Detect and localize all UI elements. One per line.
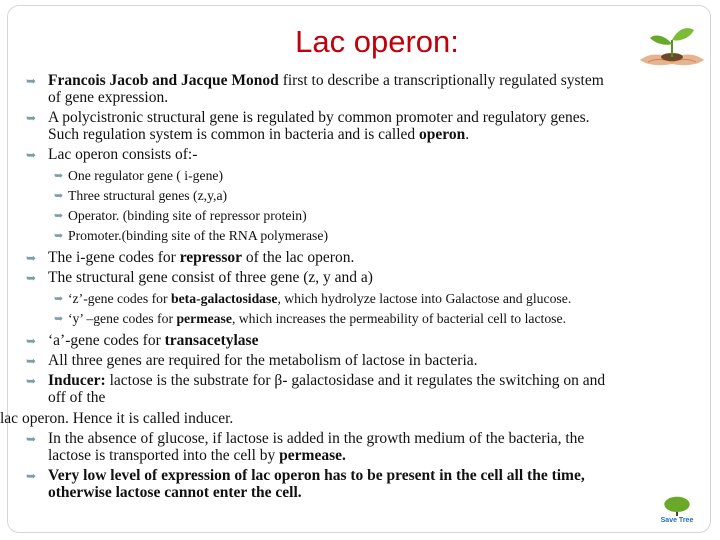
arrow-bullet-icon: ➥: [54, 170, 64, 182]
sub-bullet-y-gene: ➥ ‘y’ –gene codes for permease, which increases the permeability of bacterial cell to lactose.: [22, 309, 700, 329]
bullet-polycistronic: ➥ A polycistronic structural gene is regulated by common promoter and regulatory genes.: [26, 109, 590, 126]
bullet-lac-consists: ➥ Lac operon consists of:-: [26, 146, 198, 163]
sub-bullet-promoter: ➥ Promoter.(binding site of the RNA polymerase): [22, 226, 700, 246]
bullet-polycistronic-cont: Such regulation system is common in bacteria and is called operon.: [48, 126, 470, 143]
arrow-bullet-icon: ➥: [26, 271, 37, 285]
bullet-low-expression: ➥ Very low level of expression of lac operon has to be present in the cell all the time,: [26, 467, 585, 484]
arrow-bullet-icon: ➥: [26, 354, 37, 368]
arrow-bullet-icon: ➥: [54, 313, 64, 325]
arrow-bullet-icon: ➥: [54, 230, 64, 242]
arrow-bullet-icon: ➥: [54, 190, 64, 202]
arrow-bullet-icon: ➥: [26, 469, 37, 483]
arrow-bullet-icon: ➥: [26, 251, 37, 265]
bullet-discovery-cont: of gene expression.: [48, 89, 169, 106]
bullet-low-expression-cont: otherwise lactose cannot enter the cell.: [48, 484, 302, 501]
arrow-bullet-icon: ➥: [54, 210, 64, 222]
bullet-absence-glucose: ➥ In the absence of glucose, if lactose is added in the growth medium of the bacteria, the: [26, 430, 585, 447]
bullet-inducer-cont: off of the: [48, 389, 106, 406]
arrow-bullet-icon: ➥: [26, 111, 37, 125]
arrow-bullet-icon: ➥: [26, 334, 37, 348]
bullet-structural-gene: ➥ The structural gene consist of three gene (z, y and a): [26, 269, 373, 286]
bullet-inducer: ➥ Inducer: lactose is the substrate for β- galactosidase and it regulates the switching on and: [26, 372, 606, 389]
arrow-bullet-icon: ➥: [26, 74, 37, 88]
arrow-bullet-icon: ➥: [26, 148, 37, 162]
arrow-bullet-icon: ➥: [26, 432, 37, 446]
sub-bullet-structural: ➥ Three structural genes (z,y,a): [22, 186, 700, 206]
sub-bullet-operator: ➥ Operator. (binding site of repressor protein): [22, 206, 700, 226]
arrow-bullet-icon: ➥: [54, 293, 64, 305]
bullet-discovery: ➥ Francois Jacob and Jacque Monod first to describe a transcriptionally regulated system: [26, 72, 604, 89]
bullet-i-gene: ➥ The i-gene codes for repressor of the lac operon.: [26, 249, 355, 266]
plant-in-hands-icon: [630, 14, 712, 74]
slide-title: Lac operon:: [295, 24, 459, 59]
bullet-metabolism: ➥ All three genes are required for the metabolism of lactose in bacteria.: [26, 352, 478, 369]
bullet-a-gene: ➥ ‘a’-gene codes for transacetylase: [26, 332, 259, 349]
bullet-inducer-cont2: lac operon. Hence it is called inducer.: [0, 410, 234, 427]
arrow-bullet-icon: ➥: [26, 374, 37, 388]
sub-bullet-regulator: ➥ One regulator gene ( i-gene): [22, 166, 700, 186]
slide-content: [0, 72, 700, 501]
sub-bullet-z-gene: ➥ ‘z’-gene codes for beta-galactosidase, which hydrolyze lactose into Galactose and glucose.: [22, 289, 700, 309]
logo-text: Save Tree: [660, 517, 694, 524]
save-tree-logo: [654, 494, 700, 524]
bullet-absence-glucose-cont: lactose is transported into the cell by permease.: [48, 447, 346, 464]
